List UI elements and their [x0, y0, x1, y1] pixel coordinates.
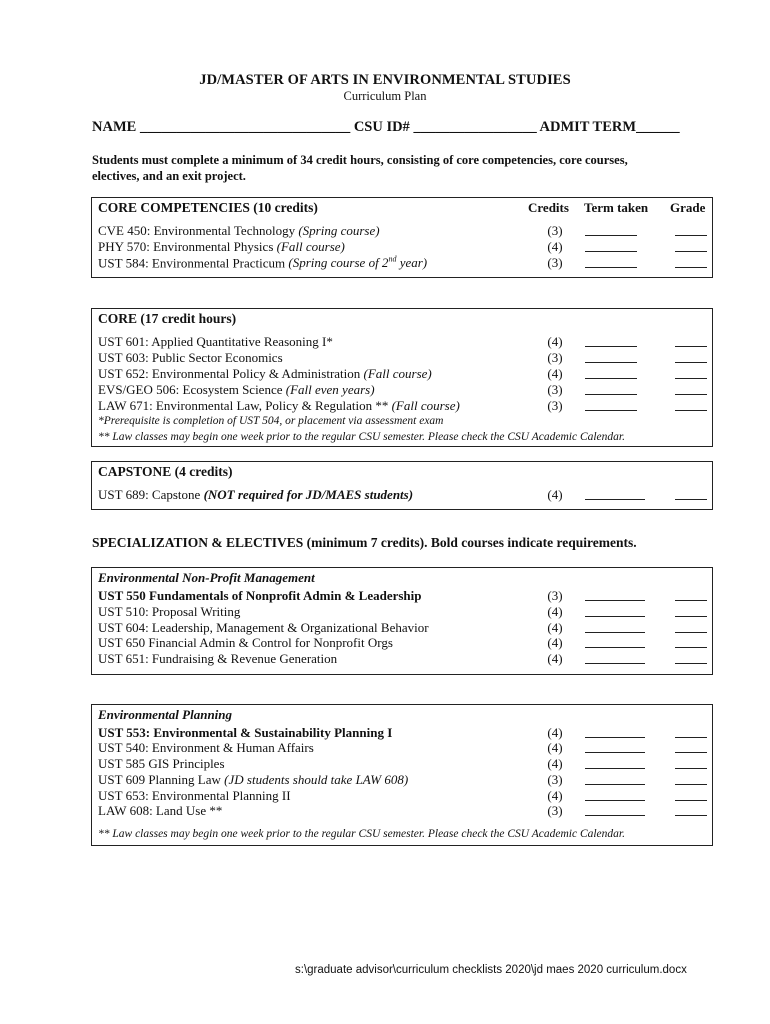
course-name: UST 603: Public Sector Economics [98, 350, 283, 365]
course-row [98, 604, 708, 620]
grade-field[interactable] [675, 410, 707, 411]
grade-column-header: Grade [670, 200, 706, 215]
course-row [98, 788, 708, 804]
term-taken-field[interactable] [585, 815, 645, 816]
term-taken-field[interactable] [585, 663, 645, 664]
course-name: UST 609 Planning Law (JD students should take LAW 608) [98, 772, 409, 787]
course-row [98, 366, 708, 382]
prerequisite-note: *Prerequisite is completion of UST 504, or placement via assessment exam [98, 415, 444, 427]
planning-box [91, 704, 713, 846]
term-taken-field[interactable] [585, 394, 637, 395]
course-credits: (3) [547, 223, 563, 238]
course-credits: (4) [547, 366, 563, 381]
course-credits: (3) [547, 350, 563, 365]
course-row [98, 620, 708, 636]
law-class-note: ** Law classes may begin one week prior to the regular CSU semester. Please check the CSU Academic Calendar. [98, 431, 625, 443]
course-name: UST 653: Environmental Planning II [98, 788, 291, 803]
course-name: UST 540: Environment & Human Affairs [98, 740, 314, 755]
core-competencies-heading: CORE COMPETENCIES (10 credits) [98, 200, 318, 215]
capstone-box [91, 461, 713, 510]
term-taken-field[interactable] [585, 251, 637, 252]
course-credits: (3) [547, 255, 563, 270]
grade-field[interactable] [675, 616, 707, 617]
course-row [98, 382, 708, 398]
course-credits: (4) [547, 788, 563, 803]
course-credits: (4) [547, 635, 563, 650]
term-taken-field[interactable] [585, 616, 645, 617]
course-name: UST 550 Fundamentals of Nonprofit Admin & Leadership [98, 588, 422, 603]
term-taken-field[interactable] [585, 647, 645, 648]
csu-id-field[interactable]: _________________ [413, 119, 537, 135]
term-taken-field[interactable] [585, 362, 637, 363]
grade-field[interactable] [675, 768, 707, 769]
grade-field[interactable] [675, 499, 707, 500]
term-taken-field[interactable] [585, 768, 645, 769]
course-credits: (4) [547, 620, 563, 635]
core-competencies-box [91, 197, 713, 278]
course-credits: (4) [547, 740, 563, 755]
core-box [91, 308, 713, 447]
course-row [98, 588, 708, 604]
file-path-footer: s:\graduate advisor\curriculum checklists 2020\jd maes 2020 curriculum.docx [295, 964, 687, 976]
grade-field[interactable] [675, 815, 707, 816]
course-row [98, 487, 708, 503]
planning-heading: Environmental Planning [98, 707, 233, 722]
term-taken-field[interactable] [585, 235, 637, 236]
nonprofit-heading: Environmental Non-Profit Management [98, 570, 315, 585]
grade-field[interactable] [675, 394, 707, 395]
grade-field[interactable] [675, 235, 707, 236]
course-row [98, 334, 708, 350]
grade-field[interactable] [675, 378, 707, 379]
course-name: UST 651: Fundraising & Revenue Generation [98, 651, 338, 666]
course-credits: (3) [547, 772, 563, 787]
course-name: LAW 608: Land Use ** [98, 803, 223, 818]
course-credits: (4) [547, 604, 563, 619]
nonprofit-box [91, 567, 713, 675]
course-name: UST 585 GIS Principles [98, 756, 225, 771]
course-row [98, 740, 708, 756]
course-credits: (3) [547, 398, 563, 413]
course-row [98, 223, 708, 239]
term-taken-field[interactable] [585, 784, 645, 785]
capstone-heading: CAPSTONE (4 credits) [98, 464, 233, 479]
course-row [98, 239, 708, 255]
term-taken-field[interactable] [585, 346, 637, 347]
course-name: LAW 671: Environmental Law, Policy & Regulation ** (Fall course) [98, 398, 460, 413]
core-heading: CORE (17 credit hours) [98, 311, 237, 326]
csu-id-label: CSU ID# [353, 119, 410, 135]
grade-field[interactable] [675, 663, 707, 664]
course-row [98, 803, 708, 819]
term-taken-field[interactable] [585, 632, 645, 633]
term-taken-field[interactable] [585, 267, 637, 268]
grade-field[interactable] [675, 362, 707, 363]
course-name: UST 584: Environmental Practicum (Spring course of 2nd year) [98, 255, 428, 271]
requirements-intro: Students must complete a minimum of 34 credit hours, consisting of core competencies, core courses, electives, and an exit project. [92, 153, 628, 183]
course-name: UST 689: Capstone (NOT required for JD/MAES students) [98, 487, 414, 502]
specialization-heading: SPECIALIZATION & ELECTIVES (minimum 7 credits). Bold courses indicate requirements. [92, 535, 637, 550]
course-credits: (4) [547, 756, 563, 771]
course-credits: (3) [547, 382, 563, 397]
admit-term-label: ADMIT TERM [539, 119, 637, 135]
grade-field[interactable] [675, 800, 707, 801]
course-credits: (3) [547, 803, 563, 818]
course-credits: (4) [547, 725, 563, 740]
grade-field[interactable] [675, 784, 707, 785]
grade-field[interactable] [675, 600, 707, 601]
credits-column-header: Credits [528, 200, 569, 215]
grade-field[interactable] [675, 346, 707, 347]
course-name: UST 601: Applied Quantitative Reasoning I* [98, 334, 333, 349]
course-name: UST 510: Proposal Writing [98, 604, 241, 619]
term-taken-field[interactable] [585, 499, 645, 500]
document-title: JD/MASTER OF ARTS IN ENVIRONMENTAL STUDIES [199, 72, 571, 88]
course-name: EVS/GEO 506: Ecosystem Science (Fall even years) [98, 382, 375, 397]
name-label: NAME [92, 119, 137, 135]
course-credits: (4) [547, 239, 563, 254]
term-taken-field[interactable] [585, 600, 645, 601]
course-row [98, 725, 708, 741]
course-credits: (3) [547, 588, 563, 603]
grade-field[interactable] [675, 251, 707, 252]
grade-field[interactable] [675, 737, 707, 738]
course-row [98, 398, 708, 414]
course-name: UST 604: Leadership, Management & Organizational Behavior [98, 620, 429, 635]
course-credits: (4) [547, 651, 563, 666]
course-name: CVE 450: Environmental Technology (Spring course) [98, 223, 380, 238]
course-credits: (4) [547, 334, 563, 349]
course-name: UST 650 Financial Admin & Control for Nonprofit Orgs [98, 635, 393, 650]
student-info-row [92, 119, 680, 136]
term-taken-field[interactable] [585, 410, 637, 411]
term-taken-field[interactable] [585, 737, 645, 738]
grade-field[interactable] [675, 632, 707, 633]
name-field[interactable]: _____________________________ [139, 119, 351, 135]
course-row [98, 255, 708, 271]
grade-field[interactable] [675, 267, 707, 268]
course-row [98, 756, 708, 772]
admit-term-field[interactable]: ______ [636, 119, 680, 135]
term-taken-column-header: Term taken [584, 200, 649, 215]
grade-field[interactable] [675, 647, 707, 648]
document-subtitle: Curriculum Plan [343, 89, 427, 103]
grade-field[interactable] [675, 752, 707, 753]
course-name: UST 652: Environmental Policy & Administration (Fall course) [98, 366, 432, 381]
course-name: UST 553: Environmental & Sustainability Planning I [98, 725, 393, 740]
course-row [98, 635, 708, 651]
term-taken-field[interactable] [585, 800, 645, 801]
term-taken-field[interactable] [585, 752, 645, 753]
course-row [98, 772, 708, 788]
course-name: PHY 570: Environmental Physics (Fall course) [98, 239, 345, 254]
course-row [98, 350, 708, 366]
course-credits: (4) [547, 487, 563, 502]
term-taken-field[interactable] [585, 378, 637, 379]
law-class-note: ** Law classes may begin one week prior to the regular CSU semester. Please check the CSU Academic Calendar. [98, 828, 625, 840]
course-row [98, 651, 708, 667]
